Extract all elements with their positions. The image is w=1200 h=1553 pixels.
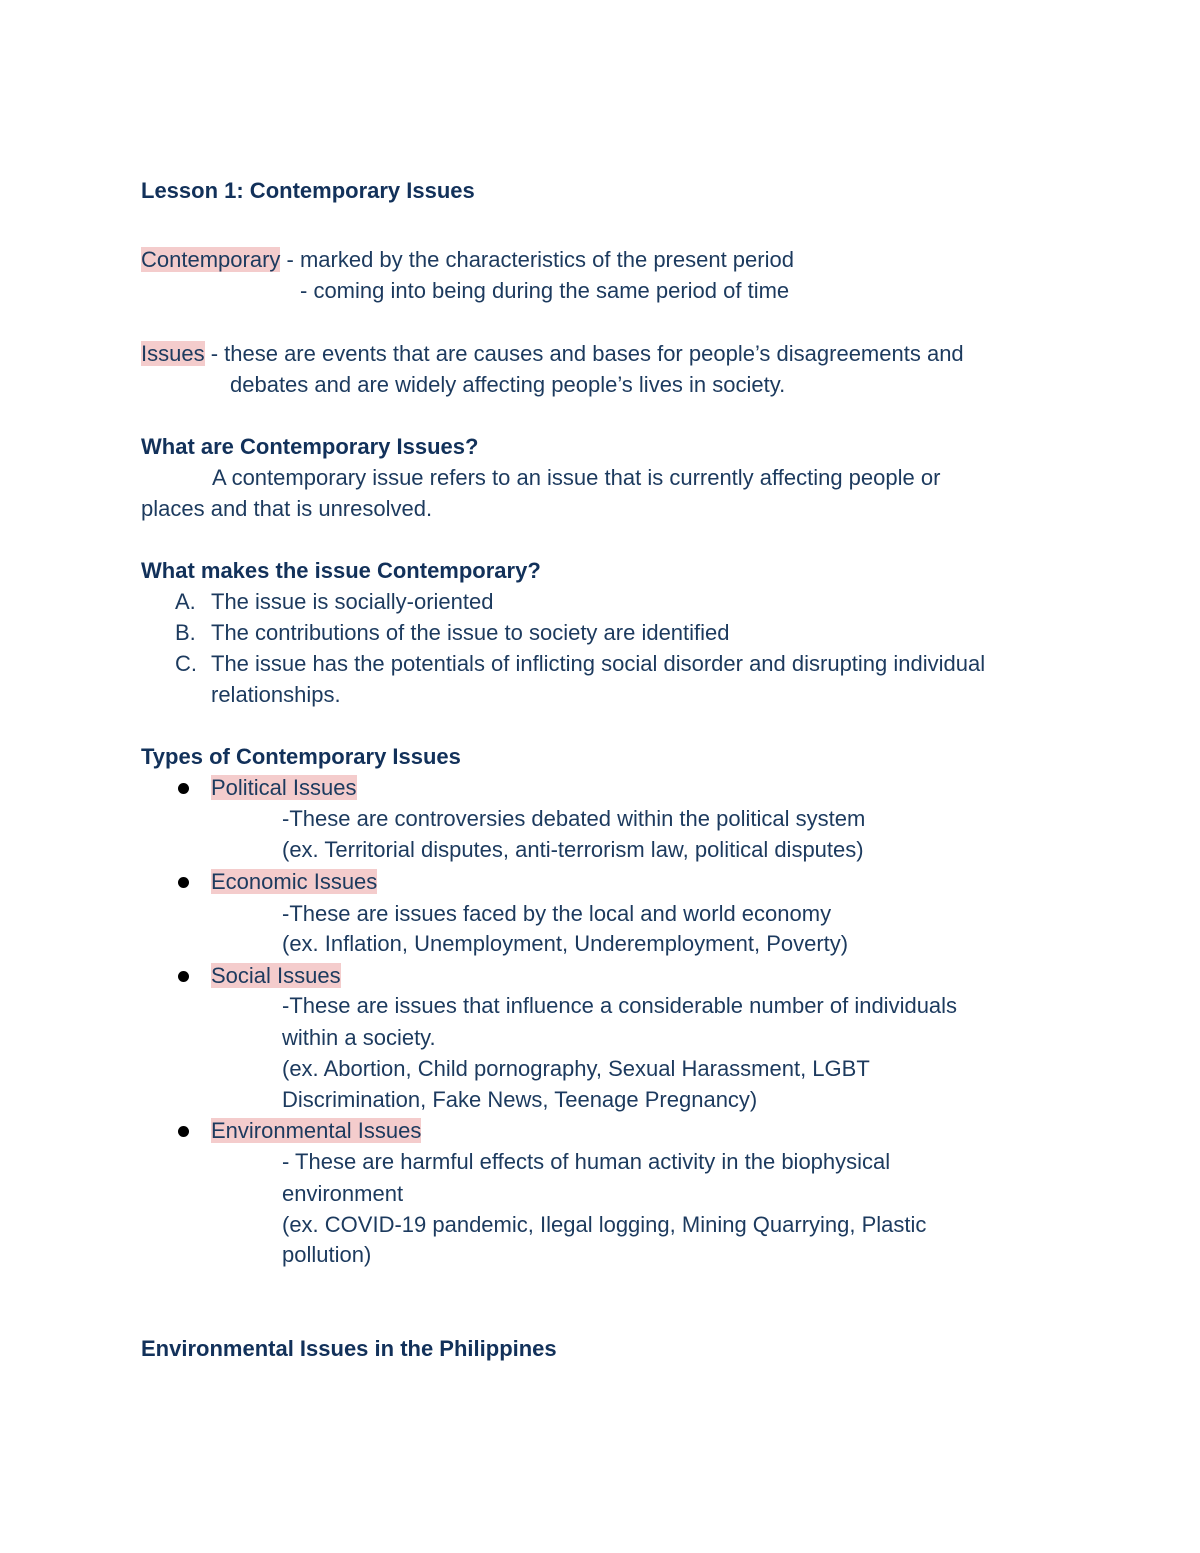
- type-examples: (ex. COVID-19 pandemic, Ilegal logging, Mining Quarrying, Plastic: [282, 1212, 927, 1237]
- type-description: -These are issues faced by the local and world economy: [282, 901, 832, 926]
- definition-text: - marked by the characteristics of the present period: [280, 247, 794, 272]
- type-name: Economic Issues: [211, 869, 378, 894]
- list-item: The contributions of the issue to society are identified: [211, 620, 730, 645]
- type-name: Social Issues: [211, 963, 341, 988]
- bullet-icon: [178, 971, 189, 982]
- bullet-icon: [178, 783, 189, 794]
- type-description: environment: [282, 1181, 404, 1206]
- definition-line: - coming into being during the same period of time: [300, 278, 790, 303]
- heading-types: Types of Contemporary Issues: [141, 744, 461, 769]
- type-political: [211, 774, 357, 802]
- heading-env-philippines: Environmental Issues in the Philippines: [141, 1336, 557, 1361]
- bullet-icon: [178, 1126, 189, 1137]
- definition-issues: [141, 340, 964, 368]
- definition-line: debates and are widely affecting people’s lives in society.: [230, 372, 786, 397]
- lesson-title: Lesson 1: Contemporary Issues: [141, 178, 475, 203]
- type-examples: Discrimination, Fake News, Teenage Pregnancy): [282, 1087, 758, 1112]
- type-description: -These are issues that influence a considerable number of individuals: [282, 993, 958, 1018]
- type-description: -These are controversies debated within the political system: [282, 806, 866, 831]
- type-examples: (ex. Territorial disputes, anti-terrorism law, political disputes): [282, 837, 864, 862]
- type-examples: (ex. Abortion, Child pornography, Sexual Harassment, LGBT: [282, 1056, 870, 1081]
- heading-what-makes: What makes the issue Contemporary?: [141, 558, 541, 583]
- type-name: Environmental Issues: [211, 1118, 422, 1143]
- list-marker: A.: [175, 589, 196, 614]
- type-environmental: [211, 1117, 421, 1145]
- definition-contemporary: [141, 246, 794, 274]
- paragraph-line: A contemporary issue refers to an issue that is currently affecting people or: [212, 465, 941, 490]
- list-marker: C.: [175, 651, 197, 676]
- list-marker: B.: [175, 620, 196, 645]
- bullet-icon: [178, 877, 189, 888]
- type-description: within a society.: [282, 1025, 436, 1050]
- type-name: Political Issues: [211, 775, 357, 800]
- term-issues: Issues: [141, 341, 205, 366]
- term-contemporary: Contemporary: [141, 247, 281, 272]
- type-social: [211, 962, 341, 990]
- list-item: The issue has the potentials of inflicting social disorder and disrupting individual: [211, 651, 986, 676]
- type-description: - These are harmful effects of human activity in the biophysical: [282, 1149, 891, 1174]
- definition-text: - these are events that are causes and bases for people’s disagreements and: [204, 341, 964, 366]
- list-item-continued: relationships.: [211, 682, 341, 707]
- type-examples: (ex. Inflation, Unemployment, Underemployment, Poverty): [282, 931, 849, 956]
- paragraph-line: places and that is unresolved.: [141, 496, 433, 521]
- type-economic: [211, 868, 377, 896]
- list-item: The issue is socially-oriented: [211, 589, 494, 614]
- type-examples: pollution): [282, 1242, 372, 1267]
- heading-what-are: What are Contemporary Issues?: [141, 434, 479, 459]
